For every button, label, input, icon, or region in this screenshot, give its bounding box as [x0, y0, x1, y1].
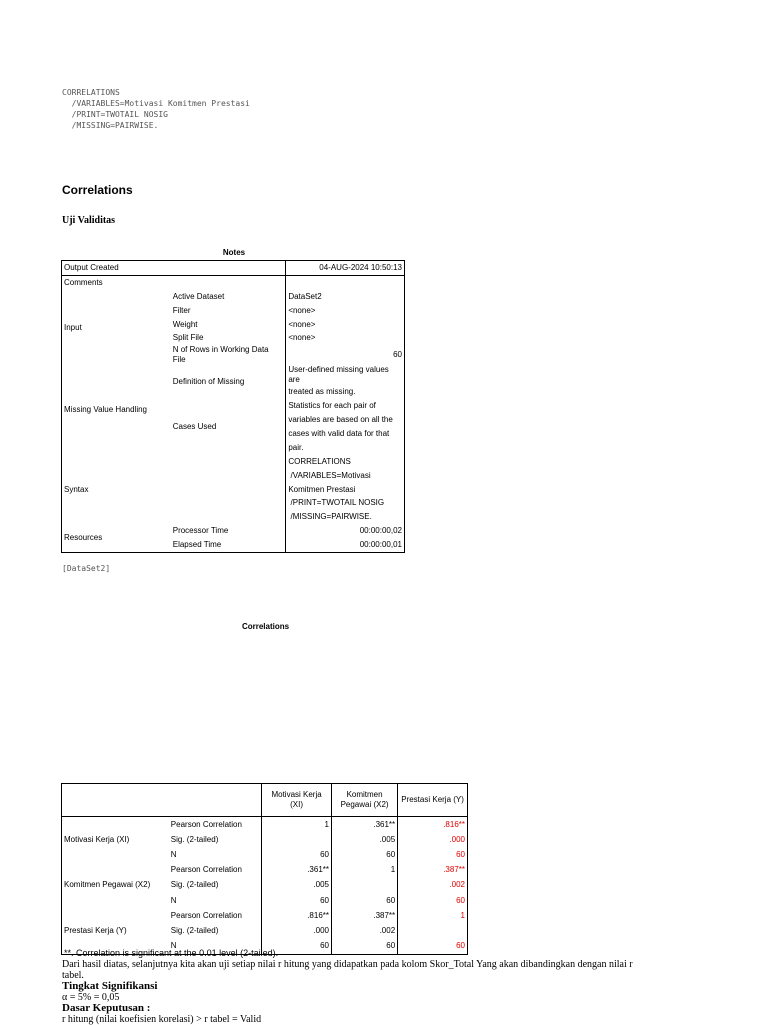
notes-cell: <none> [286, 331, 405, 345]
notes-cell: User-defined missing values are [286, 365, 405, 385]
notes-cell: /VARIABLES=Motivasi [286, 469, 405, 483]
notes-cell: Output Created [62, 261, 171, 276]
notes-table [61, 260, 405, 553]
table-header-row [62, 784, 468, 817]
header-cell [62, 784, 169, 817]
notes-cell: <none> [286, 318, 405, 332]
subtitle: Uji Validitas [62, 215, 116, 226]
notes-cell: Definition of Missing [172, 377, 245, 387]
row-variable-label: Prestasi Kerja (Y) [64, 925, 127, 935]
notes-cell: Input [64, 322, 82, 332]
table-row [62, 275, 405, 289]
value-cell: .361** [262, 863, 332, 878]
notes-cell: Active Dataset [172, 291, 225, 301]
notes-cell: Processor Time [172, 526, 229, 536]
syntax-line: /VARIABLES=Motivasi Komitmen Prestasi [62, 99, 250, 108]
section-title: Correlations [62, 183, 133, 197]
notes-cell: Comments [64, 277, 103, 287]
table-row [62, 524, 405, 538]
correlations-table [61, 783, 468, 955]
stat-label: Pearson Correlation [170, 819, 242, 829]
stat-label: Pearson Correlation [170, 910, 242, 920]
table-row [62, 455, 405, 469]
value-cell: 60 [332, 847, 398, 862]
value-cell: .387** [332, 908, 398, 923]
syntax-line: /MISSING=PAIRWISE. [62, 121, 159, 130]
value-cell: 60 [262, 847, 332, 862]
stat-label: Pearson Correlation [170, 865, 242, 875]
value-cell: 60 [398, 847, 468, 862]
column-header: Komitmen Pegawai (X2) [332, 784, 398, 817]
dataset-tag: [DataSet2] [62, 564, 111, 573]
correlations-caption: Correlations [241, 622, 290, 631]
stat-label: N [170, 941, 177, 951]
stat-label: Sig. (2-tailed) [170, 925, 219, 935]
header-cell [169, 784, 262, 817]
value-cell [262, 832, 332, 847]
notes-cell: DataSet2 [286, 290, 405, 304]
notes-cell: Statistics for each pair of [286, 399, 405, 413]
notes-cell: 04-AUG-2024 10:50:13 [286, 261, 405, 276]
alpha-value: α = 5% = 0,05 [62, 992, 120, 1003]
value-cell: .361** [332, 817, 398, 833]
value-cell: 1 [398, 908, 468, 923]
notes-cell: Filter [172, 305, 191, 315]
notes-cell [286, 275, 405, 289]
notes-cell: Weight [172, 319, 198, 329]
heading-signifikansi: Tingkat Signifikansi [62, 980, 158, 992]
value-cell: 60 [332, 893, 398, 908]
stat-label: Sig. (2-tailed) [170, 834, 219, 844]
value-cell: 60 [398, 939, 468, 955]
notes-cell: Cases Used [172, 422, 217, 432]
value-cell: .002 [332, 923, 398, 938]
body-text [62, 959, 742, 1025]
notes-cell: pair. [286, 441, 405, 455]
row-variable-label: Komitmen Pegawai (X2) [64, 880, 151, 890]
notes-cell: Missing Value Handling [64, 405, 148, 415]
value-cell [398, 923, 468, 938]
paragraph-2: tabel. [62, 970, 84, 981]
correlation-footnote: **. Correlation is significant at the 0.01 level (2-tailed). [64, 948, 279, 958]
notes-cell: /PRINT=TWOTAIL NOSIG [286, 496, 405, 510]
notes-cell: cases with valid data for that [286, 427, 405, 441]
syntax-line: /PRINT=TWOTAIL NOSIG [62, 110, 168, 119]
heading-dasar-keputusan: Dasar Keputusan : [62, 1002, 151, 1014]
notes-cell: 00:00:00,01 [286, 538, 405, 552]
notes-cell [171, 455, 286, 524]
value-cell: 60 [262, 939, 332, 955]
table-row [62, 365, 405, 385]
value-cell: .005 [332, 832, 398, 847]
value-cell [332, 878, 398, 893]
value-cell: .005 [262, 878, 332, 893]
paragraph-1: Dari hasil diatas, selanjutnya kita akan uji setiap nilai r hitung yang didapatkan pada kolom Skor_Total Yang akan dibandingkan dengan nilai r [62, 959, 633, 970]
syntax-block [62, 87, 250, 131]
value-cell: 60 [398, 893, 468, 908]
value-cell: 60 [332, 939, 398, 955]
notes-cell: Split File [172, 333, 204, 343]
table-row [62, 290, 405, 304]
notes-cell: Resources [64, 533, 103, 543]
notes-cell: 00:00:00,02 [286, 524, 405, 538]
column-header: Motivasi Kerja (XI) [262, 784, 332, 817]
value-cell: 60 [262, 893, 332, 908]
column-header: Prestasi Kerja (Y) [398, 784, 468, 817]
notes-cell: Elapsed Time [172, 540, 222, 550]
value-cell: .002 [398, 878, 468, 893]
notes-cell: Syntax [64, 484, 89, 494]
value-cell: .387** [398, 863, 468, 878]
value-cell: 1 [332, 863, 398, 878]
stat-label: N [170, 849, 177, 859]
value-cell: .816** [398, 817, 468, 833]
table-row [62, 863, 468, 878]
notes-cell: CORRELATIONS [286, 455, 405, 469]
stat-label: N [170, 895, 177, 905]
notes-cell: variables are based on all the [286, 413, 405, 427]
table-row [62, 908, 468, 923]
syntax-line: CORRELATIONS [62, 88, 120, 97]
notes-cell: Komitmen Prestasi [286, 483, 405, 497]
value-cell: .000 [398, 832, 468, 847]
notes-cell: treated as missing. [286, 385, 405, 399]
table-row [62, 261, 405, 276]
notes-cell: /MISSING=PAIRWISE. [286, 510, 405, 524]
notes-caption: Notes [222, 248, 246, 257]
table-row [62, 817, 468, 833]
notes-cell: 60 [286, 345, 405, 365]
notes-cell: <none> [286, 304, 405, 318]
row-variable-label: Motivasi Kerja (XI) [64, 834, 130, 844]
decision-rule-1: r hitung (nilai koefisien korelasi) > r tabel = Valid [62, 1014, 262, 1025]
value-cell: 1 [262, 817, 332, 833]
stat-label: Sig. (2-tailed) [170, 880, 219, 890]
notes-cell [171, 261, 286, 276]
value-cell: .000 [262, 923, 332, 938]
value-cell: .816** [262, 908, 332, 923]
notes-cell [171, 275, 286, 289]
notes-cell: N of Rows in Working Data File [172, 345, 269, 365]
